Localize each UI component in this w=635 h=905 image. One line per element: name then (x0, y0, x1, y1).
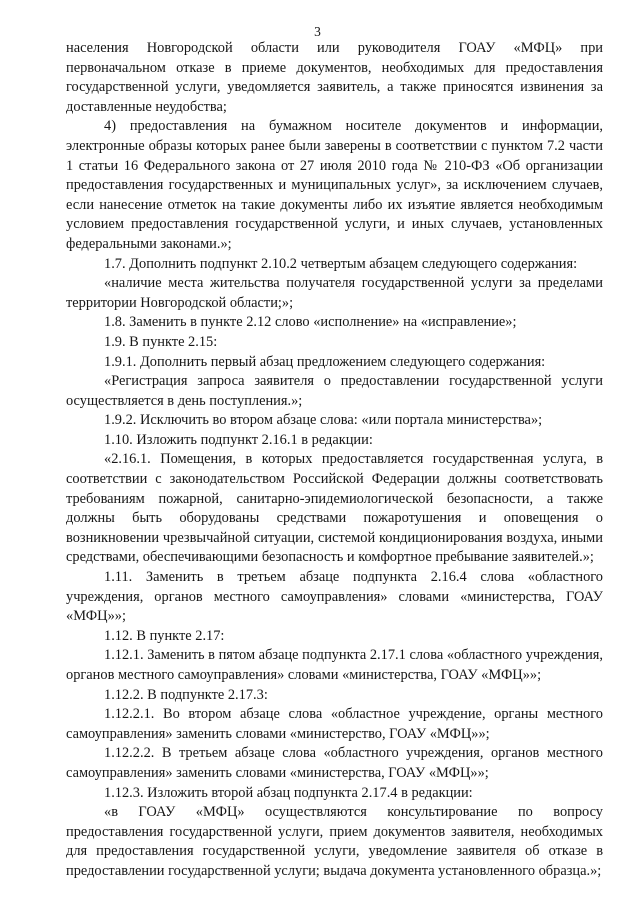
paragraph-1-9-1-quote: «Регистрация запроса заявителя о предоставлении государственной услуги осуществляется в день поступления.»; (66, 373, 603, 409)
paragraph-1-12-2-1: 1.12.2.1. Во втором абзаце слова «областное учреждение, органы местного самоуправления» заменить словами «министерство, ГОАУ «МФЦ»»; (66, 706, 603, 742)
paragraph-1-10-quote: «2.16.1. Помещения, в которых предоставляется государственная услуга, в соответствии с законодательством Российской Федерации должны соответствовать требованиям пожарной, санитарно-эпидемиологической безопасности, а также должны быть оборудованы средствами пожаротушения и оповещения о возникновении чрезвычайной ситуации, системой кондиционирования воздуха, иными средствами, обеспечивающими безопасность и комфортное пребывание заявителей.»; (66, 451, 603, 566)
paragraph-1-12: 1.12. В пункте 2.17: (104, 627, 225, 644)
paragraph-1-10: 1.10. Изложить подпункт 2.16.1 в редакции: (104, 431, 373, 448)
paragraph-1-12-1: 1.12.1. Заменить в пятом абзаце подпункта 2.17.1 слова «областного учреждения, органов местного самоуправления» словами «министерства, ГОАУ «МФЦ»»; (66, 647, 603, 683)
paragraph-1-12-2: 1.12.2. В подпункте 2.17.3: (104, 686, 268, 703)
paragraph-1-9: 1.9. В пункте 2.15: (104, 333, 218, 350)
page-number: 3 (314, 24, 321, 39)
paragraph-item-4: 4) предоставления на бумажном носителе документов и информации, электронные образы которых ранее были заверены в соответствии с пунктом 7.2 части 1 статьи 16 Федерального закона от 27 июля 2010 года № 210-ФЗ «Об организации предоставления государственных и муниципальных услуг», за исключением случаев, если нанесение отметок на такие документы либо их изъятие является необходимым условием предоставления государственной услуги, и иных случаев, установленных федеральными законами.»; (66, 118, 603, 252)
paragraph-1-12-2-2: 1.12.2.2. В третьем абзаце слова «областного учреждения, органов местного самоуправления» заменить словами «министерства, ГОАУ «МФЦ»»; (66, 745, 603, 781)
paragraph-1-9-2: 1.9.2. Исключить во втором абзаце слова: «или портала министерства»; (104, 412, 543, 429)
paragraph-1-7-quote: «наличие места жительства получателя государственной услуги за пределами территории Новгородской области;»; (66, 275, 603, 311)
paragraph-continuation: населения Новгородской области или руководителя ГОАУ «МФЦ» при первоначальном отказе в приеме документов, необходимых для предоставления государственной услуги, уведомляется заявитель, а также приносятся извинения за доставленные неудобства; (66, 40, 603, 115)
document-body (66, 39, 603, 882)
paragraph-1-12-3-quote: «в ГОАУ «МФЦ» осуществляются консультирование по вопросу предоставления государственной услуги, прием документов заявителя, необходимых для предоставления государственной услуги, уведомление заявителя об отказе в предоставлении государственной услуги; выдача документа установленного образца.»; (66, 804, 603, 879)
paragraph-1-8: 1.8. Заменить в пункте 2.12 слово «исполнение» на «исправление»; (104, 314, 517, 331)
paragraph-1-11: 1.11. Заменить в третьем абзаце подпункта 2.16.4 слова «областного учреждения, органов местного самоуправления» словами «министерства, ГОАУ «МФЦ»»; (66, 569, 603, 625)
paragraph-1-7: 1.7. Дополнить подпункт 2.10.2 четвертым абзацем следующего содержания: (104, 255, 578, 272)
paragraph-1-9-1: 1.9.1. Дополнить первый абзац предложением следующего содержания: (104, 353, 546, 370)
paragraph-1-12-3: 1.12.3. Изложить второй абзац подпункта 2.17.4 в редакции: (104, 784, 473, 801)
